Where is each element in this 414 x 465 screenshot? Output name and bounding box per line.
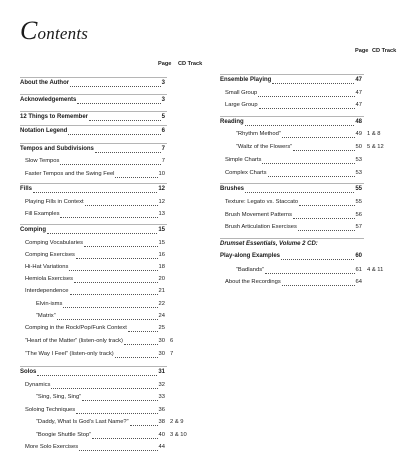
entry-label: Brush Articulation Exercises: [225, 224, 297, 230]
toc-subentry: [25, 158, 165, 165]
toc-subentry: [25, 211, 165, 218]
entry-page-number: 25: [158, 325, 165, 331]
entry-page-number: 64: [355, 279, 362, 285]
entry-label: Comping Vocabularies: [25, 240, 84, 246]
leader-dots: [74, 277, 158, 283]
entry-page-number: 55: [355, 186, 362, 192]
leader-dots: [51, 383, 157, 389]
leader-dots: [89, 115, 161, 121]
section-rule: [20, 111, 167, 112]
entry-label: Playing Fills in Context: [25, 199, 84, 205]
entry-page-number: 12: [158, 186, 165, 192]
entry-cd-track: 5 & 12: [367, 144, 384, 150]
page-title: [20, 18, 88, 44]
entry-label: Notation Legend: [20, 128, 68, 134]
entry-label: Faster Tempos and the Swing Feel: [25, 171, 115, 177]
toc-subentry: [25, 444, 165, 451]
entry-label: About the Author: [20, 80, 70, 86]
leader-dots: [259, 103, 355, 109]
entry-label: Play-along Examples: [220, 253, 281, 259]
entry-page-number: 47: [355, 77, 362, 83]
entry-label: Brushes: [220, 186, 245, 192]
entry-label: Slow Tempos: [25, 158, 60, 164]
entry-cd-track: 7: [170, 351, 174, 357]
leader-dots: [265, 268, 355, 274]
entry-page-number: 48: [355, 119, 362, 125]
toc-subentry: [36, 432, 165, 439]
leader-dots: [84, 241, 158, 247]
leader-dots: [79, 445, 157, 451]
entry-page-number: 33: [158, 394, 165, 400]
leader-dots: [115, 352, 158, 358]
entry-label: Soloing Techniques: [25, 407, 76, 413]
toc-section-entry: [20, 128, 165, 135]
toc-section-entry: [20, 146, 165, 153]
entry-cd-track: 3 & 10: [170, 432, 187, 438]
toc-subentry: [25, 407, 165, 414]
leader-dots: [47, 228, 157, 234]
entry-page-number: 49: [355, 131, 362, 137]
entry-label: Acknowledgements: [20, 97, 77, 103]
entry-label: Fills: [20, 186, 33, 192]
leader-dots: [95, 147, 161, 153]
page-column-header: Page: [158, 61, 172, 67]
entry-label: Dynamics: [25, 382, 51, 388]
entry-label: Ensemble Playing: [220, 77, 272, 83]
leader-dots: [37, 370, 157, 376]
leader-dots: [82, 395, 157, 401]
toc-subentry: [25, 240, 165, 247]
leader-dots: [268, 171, 355, 177]
leader-dots: [299, 200, 354, 206]
section-rule: [220, 74, 364, 75]
entry-label: “Sing, Sing, Sing”: [36, 394, 82, 400]
entry-page-number: 36: [158, 407, 165, 413]
entry-label: “Badlands”: [236, 267, 265, 273]
entry-page-number: 30: [158, 351, 165, 357]
toc-section-entry: [20, 114, 165, 121]
entry-page-number: 61: [355, 267, 362, 273]
toc-subentry: [225, 102, 362, 109]
entry-page-number: 38: [158, 419, 165, 425]
toc-section-entry: [20, 186, 165, 193]
toc-section-entry: [220, 77, 362, 84]
entry-page-number: 55: [355, 199, 362, 205]
toc-subentry: [225, 224, 362, 231]
entry-page-number: 40: [158, 432, 165, 438]
entry-page-number: 3: [161, 80, 165, 86]
leader-dots: [85, 200, 158, 206]
entry-page-number: 53: [355, 157, 362, 163]
leader-dots: [57, 314, 158, 320]
toc-section-entry: [20, 369, 165, 376]
entry-page-number: 24: [158, 313, 165, 319]
leader-dots: [124, 339, 158, 345]
entry-page-number: 32: [158, 382, 165, 388]
entry-page-number: 50: [355, 144, 362, 150]
entry-cd-track: 6: [170, 338, 174, 344]
leader-dots: [70, 289, 158, 295]
entry-page-number: 31: [158, 369, 165, 375]
entry-label: “Boogie Shuttle Stop”: [36, 432, 92, 438]
leader-dots: [282, 132, 355, 138]
toc-subentry: [25, 325, 165, 332]
toc-subentry: [36, 419, 165, 426]
toc-subentry: [25, 382, 165, 389]
leader-dots: [282, 280, 355, 286]
toc-subentry: [36, 394, 165, 401]
leader-dots: [60, 159, 160, 165]
leader-dots: [281, 254, 354, 260]
entry-label: More Solo Exercises: [25, 444, 79, 450]
entry-label: Fill Examples: [25, 211, 60, 217]
toc-subentry: [25, 252, 165, 259]
entry-label: About the Recordings: [225, 279, 281, 285]
entry-label: Simple Charts: [225, 157, 262, 163]
leader-dots: [69, 265, 157, 271]
toc-subentry: [25, 338, 165, 345]
entry-page-number: 7: [161, 146, 165, 152]
entry-page-number: 15: [158, 240, 165, 246]
leader-dots: [293, 145, 354, 151]
entry-label: Small Group: [225, 90, 258, 96]
title-rest: ontents: [37, 24, 89, 43]
toc-section-entry: [220, 119, 362, 126]
section-rule: [20, 143, 167, 144]
entry-page-number: 18: [158, 264, 165, 270]
toc-subentry: [25, 288, 165, 295]
toc-subentry: [36, 313, 165, 320]
toc-subentry: [25, 171, 165, 178]
entry-page-number: 56: [355, 212, 362, 218]
toc-subentry: [236, 267, 362, 274]
entry-label: Texture: Legato vs. Staccato: [225, 199, 299, 205]
cd-track-column-header: CD Track: [372, 48, 397, 54]
leader-dots: [130, 420, 158, 426]
toc-subentry: [25, 199, 165, 206]
toc-subentry: [225, 279, 362, 286]
toc-subentry: [225, 157, 362, 164]
entry-label: Comping in the Rock/Pop/Funk Context: [25, 325, 127, 331]
leader-dots: [258, 91, 354, 97]
toc-section-entry: [20, 97, 165, 104]
entry-cd-track: 1 & 8: [367, 131, 381, 137]
leader-dots: [272, 78, 354, 84]
section-rule: [220, 238, 364, 239]
entry-label: Hemiola Exercises: [25, 276, 73, 282]
leader-dots: [63, 302, 157, 308]
leader-dots: [60, 212, 157, 218]
toc-subentry: [225, 212, 362, 219]
entry-label: 12 Things to Remember: [20, 114, 89, 120]
entry-label: Drumset Essentials, Volume 2 CD:: [220, 241, 318, 247]
toc-section-entry: [20, 80, 165, 87]
entry-page-number: 47: [355, 90, 362, 96]
page-column-header: Page: [355, 48, 369, 54]
entry-page-number: 15: [158, 227, 165, 233]
leader-dots: [115, 172, 157, 178]
entry-page-number: 16: [158, 252, 165, 258]
toc-subentry: [225, 199, 362, 206]
section-rule: [20, 366, 167, 367]
entry-page-number: 6: [161, 128, 165, 134]
entry-page-number: 3: [161, 97, 165, 103]
entry-page-number: 60: [355, 253, 362, 259]
leader-dots: [128, 326, 158, 332]
toc-subentry: [236, 131, 362, 138]
entry-page-number: 10: [158, 171, 165, 177]
section-rule: [20, 183, 167, 184]
cd-track-column-header: CD Track: [178, 61, 203, 67]
entry-label: Tempos and Subdivisions: [20, 146, 94, 152]
section-rule: [20, 224, 167, 225]
entry-page-number: 44: [158, 444, 165, 450]
entry-label: Comping: [20, 227, 46, 233]
leader-dots: [33, 187, 157, 193]
toc-section-entry: [220, 186, 362, 193]
entry-page-number: 22: [158, 301, 165, 307]
section-rule: [20, 125, 167, 126]
entry-page-number: 5: [161, 114, 165, 120]
toc-subentry: [25, 276, 165, 283]
entry-page-number: 47: [355, 102, 362, 108]
entry-label: “Daddy, What Is God’s Last Name?”: [36, 419, 129, 425]
entry-label: Brush Movement Patterns: [225, 212, 293, 218]
leader-dots: [262, 158, 354, 164]
section-rule: [220, 116, 364, 117]
leader-dots: [298, 225, 355, 231]
entry-page-number: 21: [158, 288, 165, 294]
section-rule: [220, 183, 364, 184]
title-initial: C: [20, 16, 38, 45]
entry-label: Interdependence: [25, 288, 69, 294]
section-rule: [20, 77, 167, 78]
toc-subentry: [36, 301, 165, 308]
entry-label: Elvin-isms: [36, 301, 63, 307]
toc-section-entry: [20, 227, 165, 234]
leader-dots: [70, 81, 161, 87]
leader-dots: [245, 187, 354, 193]
toc-subentry: [25, 351, 165, 358]
section-rule: [20, 94, 167, 95]
toc-subentry: [236, 144, 362, 151]
entry-label: “Heart of the Matter” (listen-only track): [25, 338, 123, 344]
toc-subentry: [25, 264, 165, 271]
entry-label: “Waltz of the Flowers”: [236, 144, 293, 150]
entry-page-number: 57: [355, 224, 362, 230]
leader-dots: [92, 433, 157, 439]
entry-page-number: 13: [158, 211, 165, 217]
entry-label: Comping Exercises: [25, 252, 75, 258]
leader-dots: [76, 408, 157, 414]
entry-label: “Rhythm Method”: [236, 131, 281, 137]
leader-dots: [245, 120, 355, 126]
entry-page-number: 12: [158, 199, 165, 205]
entry-page-number: 30: [158, 338, 165, 344]
entry-label: “The Way I Feel” (listen-only track): [25, 351, 114, 357]
leader-dots: [68, 129, 160, 135]
toc-section-entry: [220, 253, 362, 260]
entry-page-number: 53: [355, 170, 362, 176]
leader-dots: [76, 253, 158, 259]
entry-label: “Matrix”: [36, 313, 56, 319]
entry-label: Complex Charts: [225, 170, 267, 176]
leader-dots: [77, 98, 160, 104]
entry-page-number: 7: [161, 158, 165, 164]
entry-label: Reading: [220, 119, 244, 125]
entry-cd-track: 4 & 11: [367, 267, 384, 273]
entry-cd-track: 2 & 9: [170, 419, 184, 425]
toc-subentry: [225, 90, 362, 97]
toc-subentry: [225, 170, 362, 177]
entry-label: Large Group: [225, 102, 258, 108]
entry-label: Solos: [20, 369, 37, 375]
leader-dots: [293, 213, 355, 219]
toc-section-entry: [220, 241, 362, 248]
entry-label: Hi-Hat Variations: [25, 264, 69, 270]
entry-page-number: 20: [158, 276, 165, 282]
